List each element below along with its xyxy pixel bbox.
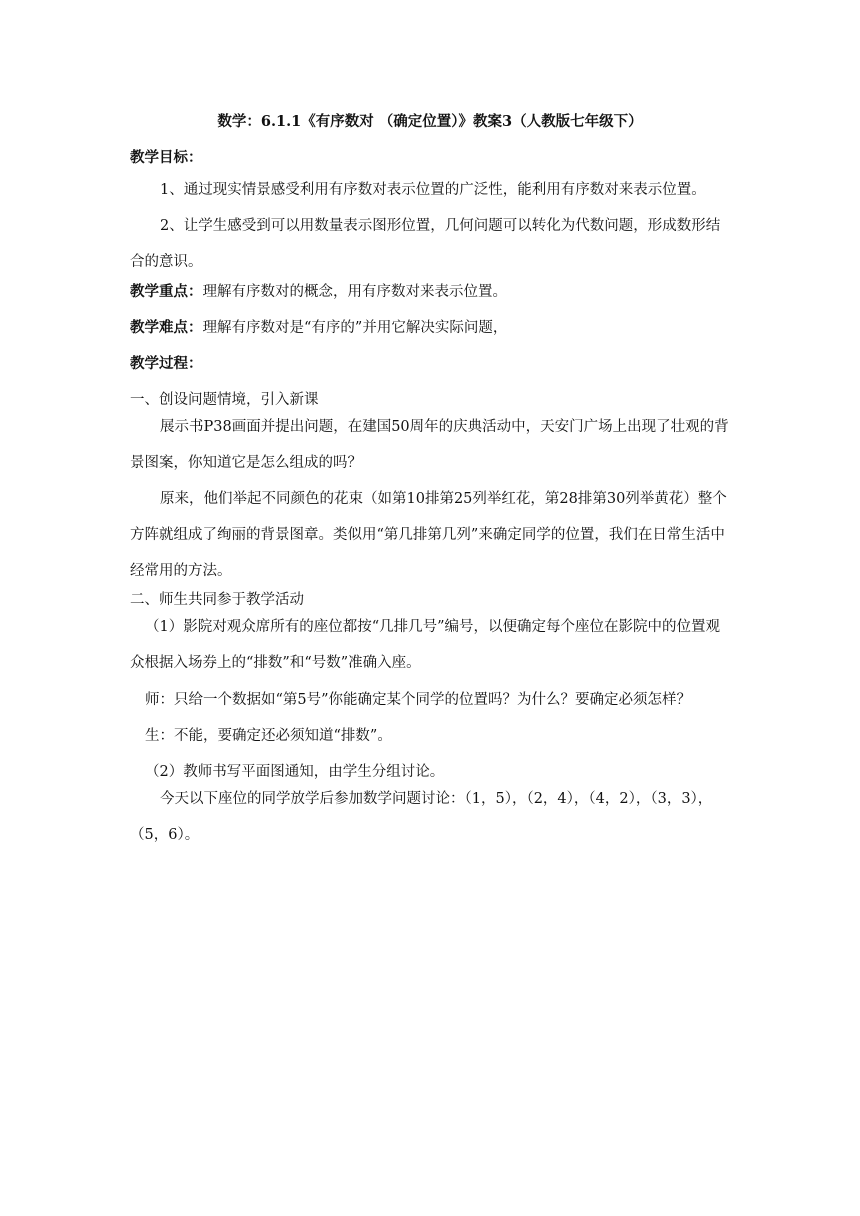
process-heading: 教学过程： xyxy=(130,355,203,372)
key-points-text: 理解有序数对的概念，用有序数对来表示位置。 xyxy=(202,284,507,300)
goal-1: 1、通过现实情景感受利用有序数对表示位置的广泛性，能利用有序数对来表示位置。 xyxy=(160,182,706,198)
section-2-heading: 二、师生共同参于教学活动 xyxy=(130,592,304,608)
key-points xyxy=(130,282,507,302)
section-1-para-1: 展示书P38画面并提出问题，在建国50周年的庆典活动中，天安门广场上出现了壮观的背景图案，你知道它是怎么组成的吗？ xyxy=(130,419,729,471)
difficulty xyxy=(130,318,507,338)
goal-2: 2、让学生感受到可以用数量表示图形位置，几何问题可以转化为代数问题，形成数形结合的意识。 xyxy=(130,218,721,270)
key-points-label: 教学重点： xyxy=(130,283,203,300)
section-1-para-2: 原来，他们举起不同颜色的花束（如第10排第25列举红花，第28排第30列举黄花）整个方阵就组成了绚丽的背景图章。类似用“第几排第几列”来确定同学的位置，我们在日常生活中经常用的方法。 xyxy=(130,491,727,579)
section-2-para-last: 今天以下座位的同学放学后参加数学问题讨论：（1，5），（2，4），（4，2），（3，3），（5，6）。 xyxy=(130,791,713,843)
student-line: 生：不能，要确定还必须知道“排数”。 xyxy=(145,728,392,744)
goals-heading: 教学目标： xyxy=(130,149,203,166)
section-2-item-2: （2）教师书写平面图通知，由学生分组讨论。 xyxy=(145,764,445,780)
section-2-item-1: （1）影院对观众席所有的座位都按“几排几号”编号，以便确定每个座位在影院中的位置观众根据入场券上的“排数”和“号数”准确入座。 xyxy=(130,619,721,671)
section-1-heading: 一、创设问题情境，引入新课 xyxy=(130,392,319,408)
difficulty-label: 教学难点： xyxy=(130,319,203,336)
document-title: 数学：6.1.1《有序数对 （确定位置）》教案3（人教版七年级下） xyxy=(217,113,643,130)
teacher-line: 师：只给一个数据如“第5号”你能确定某个同学的位置吗？为什么？要确定必须怎样？ xyxy=(145,692,692,708)
difficulty-text: 理解有序数对是“有序的”并用它解决实际问题， xyxy=(202,320,508,336)
